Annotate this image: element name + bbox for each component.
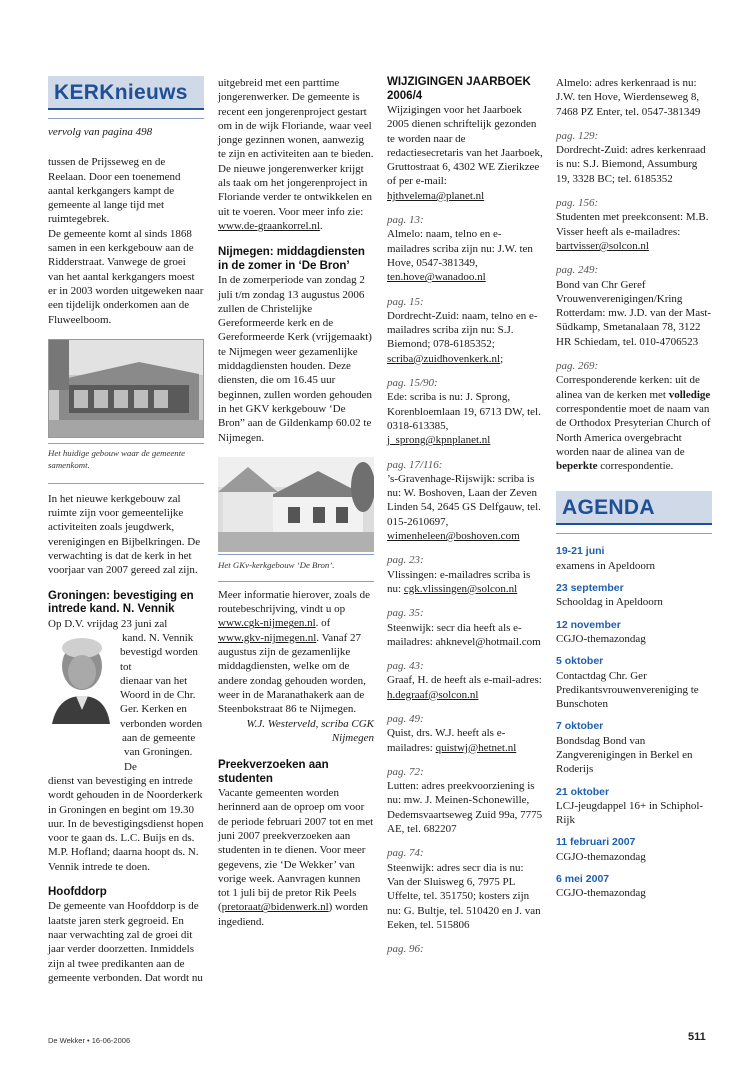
agenda-text: CGJO-themazondag <box>556 850 646 863</box>
de-bron-photo <box>218 457 374 552</box>
agenda-item <box>556 581 712 610</box>
jaarboek-entry: pag. 129: Dordrecht-Zuid: adres kerkenraad is nu: S.J. Biemond, Assumburg 19, 3328 BC; tel. 6185352 <box>556 129 706 185</box>
agenda-title: AGENDA <box>562 496 655 520</box>
jaarboek-entry: pag. 156: Studenten met preekconsent: M.B. Visser heeft als e-mailadres: bartvisser@solcon.nl <box>556 197 709 252</box>
photo-caption: Het huidige gebouw waar de gemeente samenkomt. <box>48 447 186 470</box>
nijmegen-body: In de zomerperiode van zondag 2 juli t/m zondag 13 augustus 2006 zullen de Christelijke Gereformeerde kerk en de Gereformeerde Kerk (vrijgemaakt) te Nijmegen weer gezamenlijke middagdiensten houden. Deze diensten, die om 16.45 uur beginnen, zullen worden gehouden in het GKV kerkgebouw ‘De Bron” aan de Gildenkamp 60.02 te Nijmegen. <box>218 274 372 444</box>
agenda-text: CGJO-themazondag <box>556 632 646 645</box>
jaarboek-entry: pag. 13: Almelo: naam, telno en e-mailadres scriba zijn nu: J.W. ten Hove, 0547-381349, ten.hove@wanadoo.nl <box>387 214 533 284</box>
entry-link[interactable]: wimenheleen@boshoven.com <box>387 530 520 543</box>
agenda-item <box>556 872 712 901</box>
article1-paragraph: tussen de Prijsseweg en de Reelaan. Door een toenemend aantal kerkgangers kampt de gemeente al lange tijd met ruimtegebrek. <box>48 156 181 226</box>
signature-line: W.J. Westerveld, scriba CGK <box>246 717 374 730</box>
nijmegen-heading: Nijmegen: middagdiensten in de zomer in ‘De Bron’ <box>218 246 365 272</box>
portrait-photo <box>48 634 112 724</box>
jaarboek-entry: pag. 35: Steenwijk: secr dia heeft als e-mailadres: ahknevel@hotmail.com <box>387 607 541 648</box>
preekverzoeken-body: Vacante gemeenten worden herinnerd aan de oproep om voor de periode februari 2007 tot en met juni 2007 preekverzoeken aan studenten in te dienen. Voor meer gegevens, zie ‘De Wekker’ van vorige week. Aanvragen kunnen tot 1 juli bij de pretor Rik Peels (pretoraat@bidenwerk.nl) worden ingediend. <box>218 787 374 928</box>
page-number: 511 <box>688 1031 706 1043</box>
agenda-item <box>556 544 712 573</box>
jaarboek-entry: pag. 74: Steenwijk: adres secr dia is nu: Van der Sluisweg 6, 7975 PL Uffelte, tel. 351750; kosters zijn nu: G. Bultje, tel. 510420 en J. van Eeken, tel. 515806 <box>387 847 541 931</box>
hoofddorp-heading: Hoofddorp <box>48 885 107 898</box>
agenda-date: 7 oktober <box>556 720 604 733</box>
agenda-date: 12 november <box>556 618 621 631</box>
jaarboek-entry: pag. 72: Lutten: adres preekvoorziening is nu: mw. J. Meinen-Schonewille, Dedemsvaartseweg Zuid 99a, 7775 AE, tel. 682207 <box>387 765 543 836</box>
groningen-line: verbonden worden <box>120 717 203 730</box>
signature-line: Nijmegen <box>331 731 374 744</box>
agenda-date: 23 september <box>556 582 624 595</box>
column-2 <box>218 76 374 929</box>
agenda-text: CGJO-themazondag <box>556 887 646 900</box>
preekverzoeken-heading: Preekverzoeken aan studenten <box>218 759 329 785</box>
jaarboek-intro: Wijzigingen voor het Jaarboek 2005 dienen schriftelijk gezonden te worden naar de redactiesecretaris van het Jaarboek, Gruttostraat 6, 4302 WE Zierikzee of per e-mail: <box>387 104 543 188</box>
col2-top-body: uitgebreid met een parttime jongerenwerker. De gemeente is recent een jongerenproject gestart om in de wijk Floriande, waar veel jonge gezinnen wonen, aanwezig te zijn en activiteiten aan te bieden. De nieuwe jongerenwerker krijgt als taak om het jongerenproject in Floriande verder te ontwikkelen en uit te voeren. Voor meer info zie: www.de-graankorrel.nl. <box>218 77 374 232</box>
entry-link[interactable]: bartvisser@solcon.nl <box>556 239 649 252</box>
jaarboek-entry: pag. 23: Vlissingen: e-mailadres scriba is nu: cgk.vlissingen@solcon.nl <box>387 554 531 595</box>
column-3 <box>387 76 543 966</box>
graankorrel-link[interactable]: www.de-graankorrel.nl <box>218 219 320 232</box>
entry-link[interactable]: j_sprong@kpnplanet.nl <box>387 434 491 447</box>
continued-note: vervolg van pagina 498 <box>48 126 153 138</box>
gkv-nijmegen-link[interactable]: www.gkv-nijmegen.nl <box>218 631 317 644</box>
agenda-item <box>556 835 712 864</box>
cgk-nijmegen-link[interactable]: www.cgk-nijmegen.nl <box>218 617 316 630</box>
pretoraat-link[interactable]: pretoraat@bidenwerk.nl <box>221 901 329 914</box>
agenda-item <box>556 618 712 647</box>
agenda-item <box>556 785 712 828</box>
agenda-masthead <box>556 491 712 525</box>
agenda-date: 19-21 juni <box>556 545 605 558</box>
agenda-text: examens in Apeldoorn <box>556 559 655 572</box>
portrait-image <box>48 634 112 724</box>
jaarboek-entry-continued: Almelo: adres kerkenraad is nu: J.W. ten Hove, Wierdenseweg 8, 7468 PZ Enter, tel. 0547-381349 <box>556 77 701 118</box>
groningen-line: dienaar van het <box>120 674 188 687</box>
masthead <box>48 76 204 110</box>
jaarboek-entry: pag. 17/116: ’s-Gravenhage-Rijswijk: scriba is nu: W. Boshoven, Laan der Zeven Linden 54, 2645 GS Delfgauw, tel. 015-2610697, wimenheleen@boshoven.com <box>387 458 541 543</box>
groningen-line: Ger. Kerken en <box>120 703 187 716</box>
jaarboek-entry: pag. 15: Dordrecht-Zuid: naam, telno en e-mailadres scriba zijn nu: S.J. Biemond; 078-6185352; scriba@zuidhovenkerk.nl; <box>387 295 538 365</box>
agenda-item <box>556 654 712 711</box>
de-bron-caption: Het GKv-kerkgebouw ‘De Bron’. <box>218 559 335 570</box>
agenda-item <box>556 719 712 776</box>
groningen-line: bevestigd worden tot <box>120 646 198 673</box>
agenda-date: 11 februari 2007 <box>556 836 636 849</box>
groningen-body: dienst van bevestiging en intrede wordt gehouden in de Noorderkerk in Groningen en begint om 19.30 uur. In de bevestigingsdienst hopen voor te gaan ds. L.C. Buijs en ds. M.P. Hofland; daarna hoopt ds. N. Vennik intrede te doen. <box>48 774 204 873</box>
article1-paragraph: De gemeente komt al sinds 1868 samen in een kerkgebouw aan de Ridderstraat. Vanwege de groei van het aantal kerkgangers moest er in 2003 worden uitgeweken naar een tijdelijk onderkomen aan de Fluweelboom. <box>48 227 204 326</box>
entry-link[interactable]: cgk.vlissingen@solcon.nl <box>403 582 518 595</box>
agenda-date: 21 oktober <box>556 785 610 798</box>
entry-link[interactable]: h.degraaf@solcon.nl <box>387 688 479 701</box>
entry-link[interactable]: quistwj@hetnet.nl <box>435 741 517 754</box>
article1-after-photo: In het nieuwe kerkgebouw zal ruimte zijn voor gemeentelijke activiteiten zoals jeugdwerk, verenigingen en Bijbelkringen. De verwachting is dat de kerk in het voorjaar van 2007 gereed zal zijn. <box>48 492 201 577</box>
jaarboek-entry: pag. 269: Corresponderende kerken: uit de alinea van de kerken met volledige correspondentie moet de naam van de Orthodox Presyterian Church of North America overgebracht worden naar de alinea van de beperkte correspondentie. <box>556 360 711 473</box>
groningen-line: kand. N. Vennik <box>122 631 194 644</box>
jaarboek-entry: pag. 249: Bond van Chr Geref Vrouwenverenigingen/Kring Rotterdam: mw. J.D. van der Mast-Südkamp, Smetanalaan 78, 3122 HR Schiedam, tel. 010-4706523 <box>556 264 712 348</box>
groningen-line: aan de gemeente <box>122 732 196 745</box>
column-1 <box>48 76 204 985</box>
agenda-text: Bondsdag Bond van Zangverenigingen in Berkel en Roderijs <box>556 734 693 776</box>
groningen-line: Op D.V. vrijdag 23 juni zal <box>48 617 168 630</box>
groningen-heading: Groningen: bevestiging en intrede kand. N. Vennik <box>48 589 194 616</box>
jaarboek-email-link[interactable]: hjthvelema@planet.nl <box>387 189 485 202</box>
column-4 <box>556 76 712 909</box>
jaarboek-heading: WIJZIGINGEN JAARBOEK 2006/4 <box>387 76 531 102</box>
groningen-line: Woord in de Chr. <box>120 689 196 702</box>
church-photo <box>48 339 204 438</box>
footer-publication: De Wekker • 16-06-2006 <box>48 1036 131 1045</box>
nijmegen-more-info: Meer informatie hierover, zoals de routebeschrijving, vindt u op www.cgk-nijmegen.nl. of www.gkv-nijmegen.nl. Vanaf 27 augustus zijn de gezamenlijke middagdiensten, welke om de andere zondag gehouden worden, weer in de Maranathakerk aan de Steenbokstraat 86 te Nijmegen. <box>218 588 370 716</box>
entry-link[interactable]: ten.hove@wanadoo.nl <box>387 271 486 284</box>
jaarboek-entry: pag. 15/90: Ede: scriba is nu: J. Sprong, Korenbloemlaan 19, 6713 DW, tel. 0318-613385, j_sprong@kpnplanet.nl <box>387 377 541 447</box>
jaarboek-entry: pag. 49: Quist, drs. W.J. heeft als e-mailadres: quistwj@hetnet.nl <box>387 712 517 754</box>
agenda-text: Schooldag in Apeldoorn <box>556 596 663 609</box>
agenda-date: 6 mei 2007 <box>556 873 610 886</box>
agenda-text: LCJ-jeugdappel 16+ in Schiphol-Rijk <box>556 799 704 827</box>
masthead-title: KERKnieuws <box>54 81 188 104</box>
agenda-date: 5 oktober <box>556 655 604 668</box>
groningen-line: van Groningen. De <box>124 746 193 773</box>
de-bron-building-image <box>218 457 374 552</box>
jaarboek-entry: pag. 96: <box>387 943 424 956</box>
hoofddorp-body: De gemeente van Hoofddorp is de laatste jaren sterk gegroeid. En naar verwachting zal de groei dit jaar verder doorzetten. Inmiddels zijn al twee predikanten aan de gemeente verbonden. Dat wordt nu <box>48 900 203 984</box>
church-building-image <box>49 340 204 437</box>
jaarboek-entry: pag. 43: Graaf, H. de heeft als e-mail-adres: h.degraaf@solcon.nl <box>387 660 542 701</box>
agenda-text: Contactdag Chr. Ger Predikantsvrouwenvereniging te Bunschoten <box>556 669 699 711</box>
groningen-intro <box>48 617 204 774</box>
entry-link[interactable]: scriba@zuidhovenkerk.nl <box>387 352 501 365</box>
